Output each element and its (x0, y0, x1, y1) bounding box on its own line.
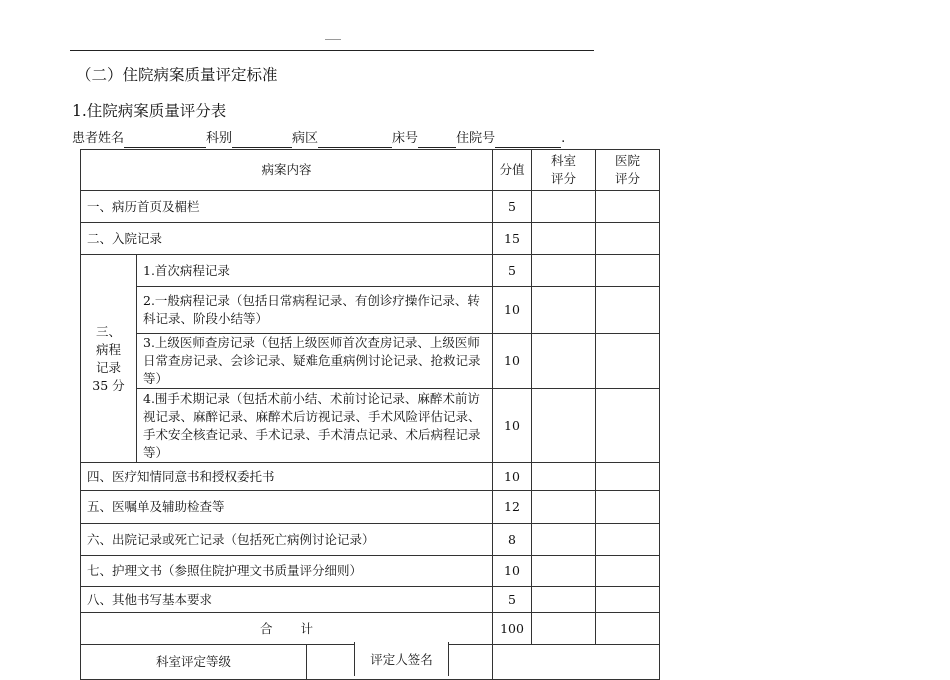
dept-score-cell[interactable] (532, 587, 596, 613)
table-row (81, 223, 660, 255)
dept-score-cell[interactable] (532, 223, 596, 255)
row-label: 四、医疗知情同意书和授权委托书 (81, 463, 493, 491)
scoring-table (80, 149, 660, 680)
table-row (81, 556, 660, 587)
header-hospital-score-line1: 医院 (614, 153, 640, 168)
header-hospital-score (596, 150, 660, 191)
hospital-score-cell[interactable] (596, 223, 660, 255)
total-hospital-score-cell[interactable] (596, 613, 660, 645)
row-label: 五、医嘱单及辅助检查等 (81, 491, 493, 524)
table-title: 1.住院病案质量评分表 (72, 102, 227, 120)
row-score: 12 (493, 491, 532, 524)
ward-blank[interactable] (318, 133, 392, 148)
header-rule (70, 50, 594, 51)
dept-score-cell[interactable] (532, 524, 596, 556)
patient-name-label: 患者姓名 (72, 131, 125, 146)
hospital-score-cell[interactable] (596, 389, 660, 463)
total-label (81, 613, 493, 645)
header-hospital-score-line2: 评分 (614, 171, 640, 186)
dept-score-cell[interactable] (532, 287, 596, 334)
table-row (81, 524, 660, 556)
row-score: 5 (493, 191, 532, 223)
row-score: 5 (493, 255, 532, 287)
dept-score-cell[interactable] (532, 334, 596, 389)
patient-info-line (72, 130, 565, 148)
dept-score-cell[interactable] (532, 389, 596, 463)
signer-label: 评定人签名 (354, 642, 449, 676)
bed-label: 床号 (392, 131, 419, 146)
hospital-score-cell[interactable] (596, 191, 660, 223)
hospital-score-cell[interactable] (596, 524, 660, 556)
row-label: 2.一般病程记录（包括日常病程记录、有创诊疗操作记录、转科记录、阶段小结等） (137, 287, 493, 334)
header-dept-score (532, 150, 596, 191)
dept-blank[interactable] (232, 133, 292, 148)
row-score: 8 (493, 524, 532, 556)
table-row (81, 191, 660, 223)
header-mark (325, 39, 341, 40)
header-score: 分值 (493, 150, 532, 191)
total-score: 100 (493, 613, 532, 645)
dept-score-cell[interactable] (532, 255, 596, 287)
row-score: 15 (493, 223, 532, 255)
row-label: 七、护理文书（参照住院护理文书质量评分细则） (81, 556, 493, 587)
group-label-line2: 病程 (95, 341, 121, 357)
total-row (81, 613, 660, 645)
row-label: 一、病历首页及楣栏 (81, 191, 493, 223)
row-label: 六、出院记录或死亡记录（包括死亡病例讨论记录） (81, 524, 493, 556)
row-label: 二、入院记录 (81, 223, 493, 255)
hospital-score-cell[interactable] (596, 587, 660, 613)
hospital-score-cell[interactable] (596, 255, 660, 287)
end-mark: . (561, 131, 566, 146)
ward-label: 病区 (292, 131, 319, 146)
header-content: 病案内容 (81, 150, 493, 191)
group-label-line4: 35 分 (92, 377, 125, 393)
dept-label: 科别 (206, 131, 233, 146)
hospital-score-cell[interactable] (596, 556, 660, 587)
row-score: 10 (493, 556, 532, 587)
signer-cell (493, 645, 660, 680)
table-row (81, 587, 660, 613)
row-score: 10 (493, 287, 532, 334)
admission-no-label: 住院号 (456, 131, 496, 146)
row-label: 1.首次病程记录 (137, 255, 493, 287)
bed-blank[interactable] (418, 133, 456, 148)
table-row (81, 463, 660, 491)
row-score: 10 (493, 334, 532, 389)
hospital-score-cell[interactable] (596, 463, 660, 491)
row-score: 10 (493, 463, 532, 491)
table-row (81, 389, 660, 463)
total-dept-score-cell[interactable] (532, 613, 596, 645)
admission-no-blank[interactable] (495, 133, 561, 148)
table-row (81, 255, 660, 287)
signer-wrap (493, 645, 659, 679)
patient-name-blank[interactable] (124, 133, 206, 148)
row-label: 3.上级医师查房记录（包括上级医师首次查房记录、上级医师日常查房记录、会诊记录、疑难危重病例讨论记录、抢救记录等） (137, 334, 493, 389)
table-row (81, 287, 660, 334)
header-dept-score-line1: 科室 (550, 153, 576, 168)
course-record-group-label (81, 255, 137, 463)
row-score: 10 (493, 389, 532, 463)
dept-score-cell[interactable] (532, 556, 596, 587)
row-score: 5 (493, 587, 532, 613)
hospital-score-cell[interactable] (596, 491, 660, 524)
group-label-line1: 三、 (95, 323, 121, 339)
total-label-b: 计 (300, 620, 314, 636)
dept-score-cell[interactable] (532, 491, 596, 524)
hospital-score-cell[interactable] (596, 287, 660, 334)
dept-score-cell[interactable] (532, 463, 596, 491)
header-dept-score-line2: 评分 (550, 171, 576, 186)
row-label: 4.围手术期记录（包括术前小结、术前讨论记录、麻醉术前访视记录、麻醉记录、麻醉术后访视记录、手术风险评估记录、手术安全核查记录、手术记录、手术清点记录、术后病程记录等） (137, 389, 493, 463)
section-heading: （二）住院病案质量评定标准 (76, 66, 278, 84)
table-row (81, 334, 660, 389)
grade-label: 科室评定等级 (81, 645, 307, 680)
group-label-line3: 记录 (95, 359, 121, 375)
row-label: 八、其他书写基本要求 (81, 587, 493, 613)
table-header-row (81, 150, 660, 191)
total-label-a: 合 (259, 620, 273, 636)
dept-score-cell[interactable] (532, 191, 596, 223)
hospital-score-cell[interactable] (596, 334, 660, 389)
table-row (81, 491, 660, 524)
